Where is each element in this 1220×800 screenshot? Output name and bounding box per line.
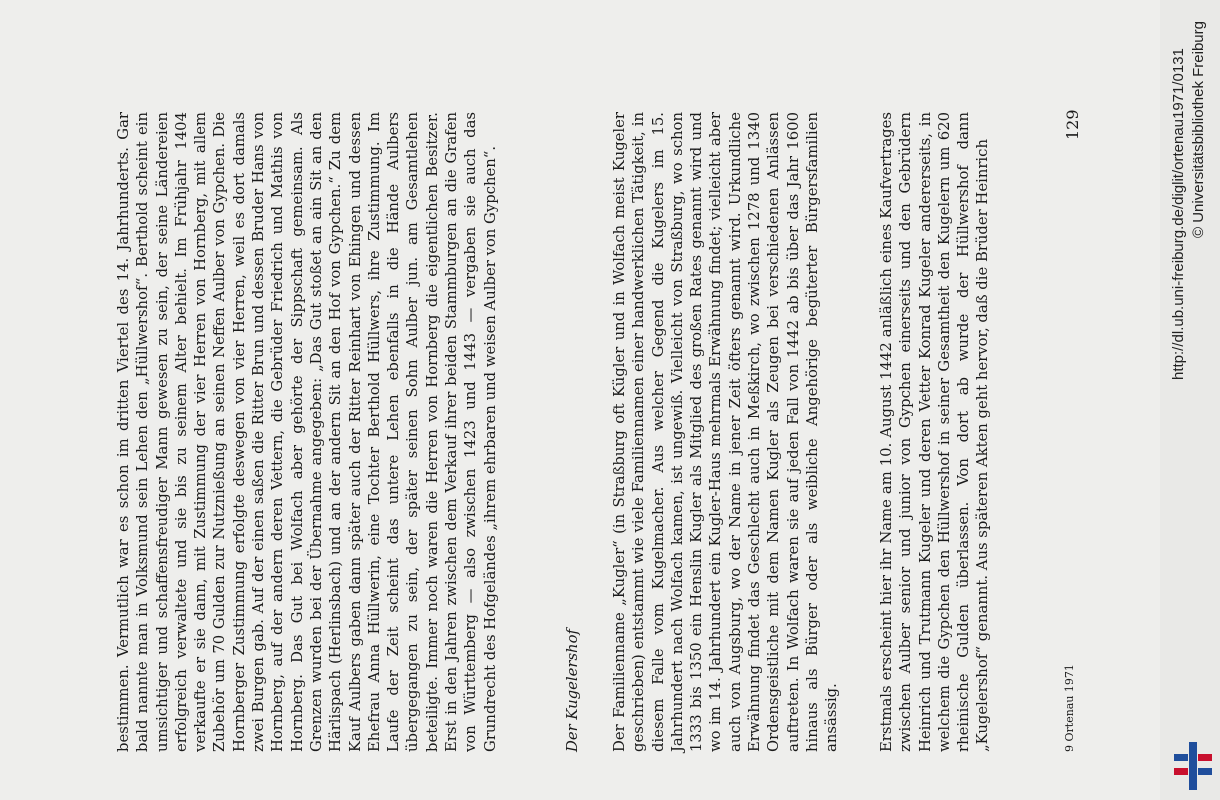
source-url-link[interactable]: http://dl.ub.uni-freiburg.de/diglit/ortenau1971/0131 (1170, 48, 1187, 380)
paragraph-1: bestimmen. Vermutlich war es schon im dritten Viertel des 14. Jahrhunderts. Gar bald nannte man in Volksmund sein Lehen den „Hüllwershof“. Berthold scheint ein umsichtiger und schaffensfreudiger Mann gewesen zu sein, der seine Ländereien erfolgreich verwaltete und sie bis zu seinem Alter behielt. Im Frühjahr 1404 verkaufte er sie dann, mit Zustimmung der vier Herren von Hornberg, mit allem Zubehör um 70 Gulden zur Nutznießung an seinen Neffen Aulber von Gypchen. Die Hornberger Zustimmung erfolgte deswegen von vier Herren, weil es dort damals zwei Burgen gab. Auf der einen saßen die Ritter Brun und dessen Bruder Hans von Hornberg, auf der andern deren Vettern, die Gebrüder Friedrich und Mathis von Hornberg. Das Gut bei Wolfach aber gehörte der Sippschaft gemeinsam. Als Grenzen wurden bei der Übernahme angegeben: „Das Gut stoßet an ain Sit an den Härlispach (Herlinsbach) und an der andern Sit an den Hof von Gypchen.“ Zu dem Kauf Aulbers gaben dann später auch der Ritter Reinhart von Ehingen und dessen Ehefrau Anna Hüllwerin, eine Tochter Berthold Hüllwers, ihre Zustimmung. Im Laufe der Zeit scheint das untere Lehen ebenfalls in die Hände Aulbers übergegangen zu sein, der später seinen Sohn Aulber jun. am Gesamtlehen beteiligte. Immer noch waren die Herren von Hornberg die eigentlichen Besitzer. Erst in den Jahren zwischen dem Verkauf ihrer beiden Stammburgen an die Grafen von Württemberg — also zwischen 1423 und 1443 — vergaben sie auch das Grundrecht des Hofgeländes „ihrem ehrbaren und weisen Aulber von Gypchen“. (115, 112, 499, 752)
copyright-text: © Universitätsbibliothek Freiburg (1190, 21, 1207, 238)
paragraph-3: Erstmals erscheint hier ihr Name am 10. August 1442 anläßlich eines Kaufvertrages zwischen Aulber senior und junior von Gypchen einerseits und den Gebrüdern Heinrich und Trutmann Kugeler und deren Vetter Konrad Kugeler andererseits, in welchem die Gypchen den Hüllwershof in seiner Gesamtheit den Kugelern um 620 rheinische Gulden überlassen. Von dort ab wurde der Hüllwershof dann „Kugelershof“ genannt. Aus späteren Akten geht hervor, daß die Brüder Heinrich (878, 112, 992, 752)
ub-freiburg-logo-icon (1172, 742, 1214, 790)
page-number: 129 (1063, 109, 1082, 140)
footer-left: 9 Ortenau 1971 (1063, 664, 1076, 752)
book-page (60, 90, 1120, 780)
paragraph-2: Der Familienname „Kugler“ (in Straßburg oft Kügler und in Wolfach meist Kugeler geschrieben) entstammt wie viele Familiennamen einer handwerklichen Tätigkeit, in diesem Falle vom Kugelmacher. Aus welcher Gegend die Kugelers im 15. Jahrhundert nach Wolfach kamen, ist ungewiß. Vielleicht von Straßburg, wo schon 1333 bis 1350 ein Henslin Kugler als Mitglied des großen Rates genannt wird und wo im 14. Jahrhundert ein Kugler-Haus mehrmals Erwähnung findet; vielleicht aber auch von Augsburg, wo der Name in jener Zeit öfters genannt wird. Urkundliche Erwähnung findet das Geschlecht auch in Meßkirch, wo zwischen 1278 und 1340 Ordensgeistliche mit dem Namen Kugler als Zeugen bei verschiedenen Anlässen auftreten. In Wolfach waren sie auf jeden Fall von 1442 ab bis über das Jahr 1600 hinaus als Bürger oder als weibliche Angehörige begüterter Bürgersfamilien ansässig. (611, 112, 841, 752)
repository-sidebar (1160, 0, 1220, 800)
section-heading: Der Kugelershof (564, 629, 581, 752)
